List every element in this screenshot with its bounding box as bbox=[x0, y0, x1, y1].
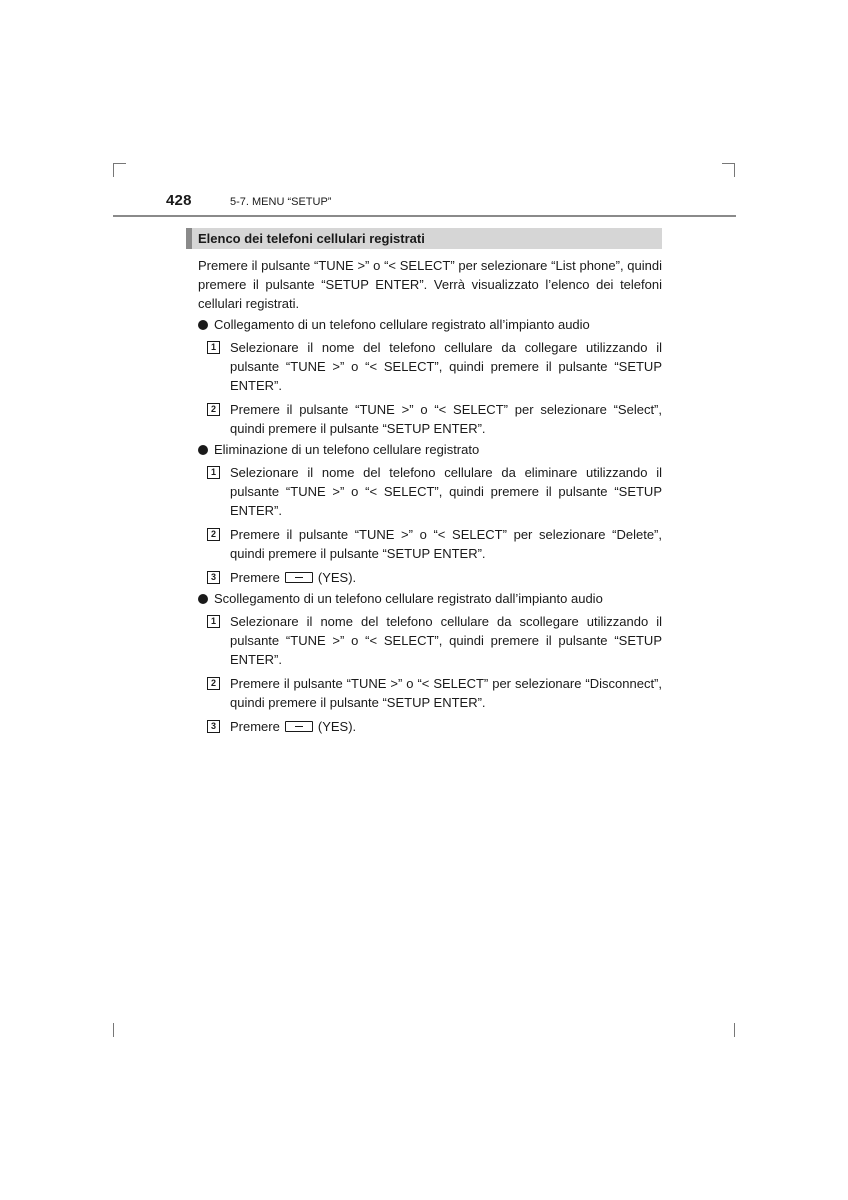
step-text: Premere il pulsante “TUNE >” o “< SELECT” per selezionare “Delete”, quindi premere il pulsante “SETUP ENTER”. bbox=[230, 527, 662, 561]
intro-paragraph: Premere il pulsante “TUNE >” o “< SELECT” per selezionare “List phone”, quindi premere il pulsante “SETUP ENTER”. Verrà visualizzato l’elenco dei telefoni cellulari registrati. bbox=[198, 258, 662, 311]
step-number: 2 bbox=[207, 403, 220, 416]
bullet-title: Eliminazione di un telefono cellulare registrato bbox=[214, 442, 480, 457]
step-text: Premere il pulsante “TUNE >” o “< SELECT” per selezionare “Select”, quindi premere il pulsante “SETUP ENTER”. bbox=[230, 402, 662, 436]
bullet-icon bbox=[198, 594, 208, 604]
step-text-pre: Premere bbox=[230, 719, 280, 734]
bullet-item bbox=[186, 315, 662, 334]
step-item bbox=[186, 674, 662, 712]
step-number: 2 bbox=[207, 528, 220, 541]
step-number: 1 bbox=[207, 341, 220, 354]
phone-key-button-icon bbox=[285, 721, 313, 732]
bullet-title: Collegamento di un telefono cellulare registrato all’impianto audio bbox=[214, 317, 590, 332]
crop-mark bbox=[113, 1023, 114, 1037]
section-heading: Elenco dei telefoni cellulari registrati bbox=[186, 228, 662, 249]
section-label: 5-7. MENU “SETUP” bbox=[230, 196, 332, 208]
crop-mark bbox=[113, 163, 114, 177]
step-item bbox=[186, 612, 662, 669]
header-rule bbox=[113, 215, 736, 217]
step-text-post: (YES). bbox=[317, 719, 357, 734]
step-item bbox=[186, 717, 662, 736]
step-text-pre: Premere bbox=[230, 570, 280, 585]
step-text: Selezionare il nome del telefono cellulare da eliminare utilizzando il pulsante “TUNE >” o “< SELECT”, quindi premere il pulsante “SETUP ENTER”. bbox=[230, 465, 662, 518]
step-text: Selezionare il nome del telefono cellulare da collegare utilizzando il pulsante “TUNE >” o “< SELECT”, quindi premere il pulsante “SETUP ENTER”. bbox=[230, 340, 662, 393]
bullet-item bbox=[186, 440, 662, 459]
step-text-post: (YES). bbox=[317, 570, 357, 585]
step-number: 1 bbox=[207, 466, 220, 479]
step-item bbox=[186, 400, 662, 438]
crop-mark bbox=[734, 163, 735, 177]
content-column bbox=[186, 228, 662, 736]
step-text: Premere il pulsante “TUNE >” o “< SELECT” per selezionare “Disconnect”, quindi premere il pulsante “SETUP ENTER”. bbox=[230, 676, 662, 710]
bullet-title: Scollegamento di un telefono cellulare registrato dall’impianto audio bbox=[214, 591, 603, 606]
step-item bbox=[186, 463, 662, 520]
bullet-icon bbox=[198, 320, 208, 330]
step-item bbox=[186, 525, 662, 563]
step-number: 3 bbox=[207, 720, 220, 733]
bullet-icon bbox=[198, 445, 208, 455]
step-number: 2 bbox=[207, 677, 220, 690]
step-number: 3 bbox=[207, 571, 220, 584]
bullet-item bbox=[186, 589, 662, 608]
step-number: 1 bbox=[207, 615, 220, 628]
crop-mark bbox=[734, 1023, 735, 1037]
crop-mark bbox=[113, 163, 126, 164]
page-number: 428 bbox=[166, 192, 192, 209]
step-text: Selezionare il nome del telefono cellulare da scollegare utilizzando il pulsante “TUNE >” o “< SELECT”, quindi premere il pulsante “SETUP ENTER”. bbox=[230, 614, 662, 667]
step-item bbox=[186, 338, 662, 395]
step-item bbox=[186, 568, 662, 587]
phone-key-button-icon bbox=[285, 572, 313, 583]
